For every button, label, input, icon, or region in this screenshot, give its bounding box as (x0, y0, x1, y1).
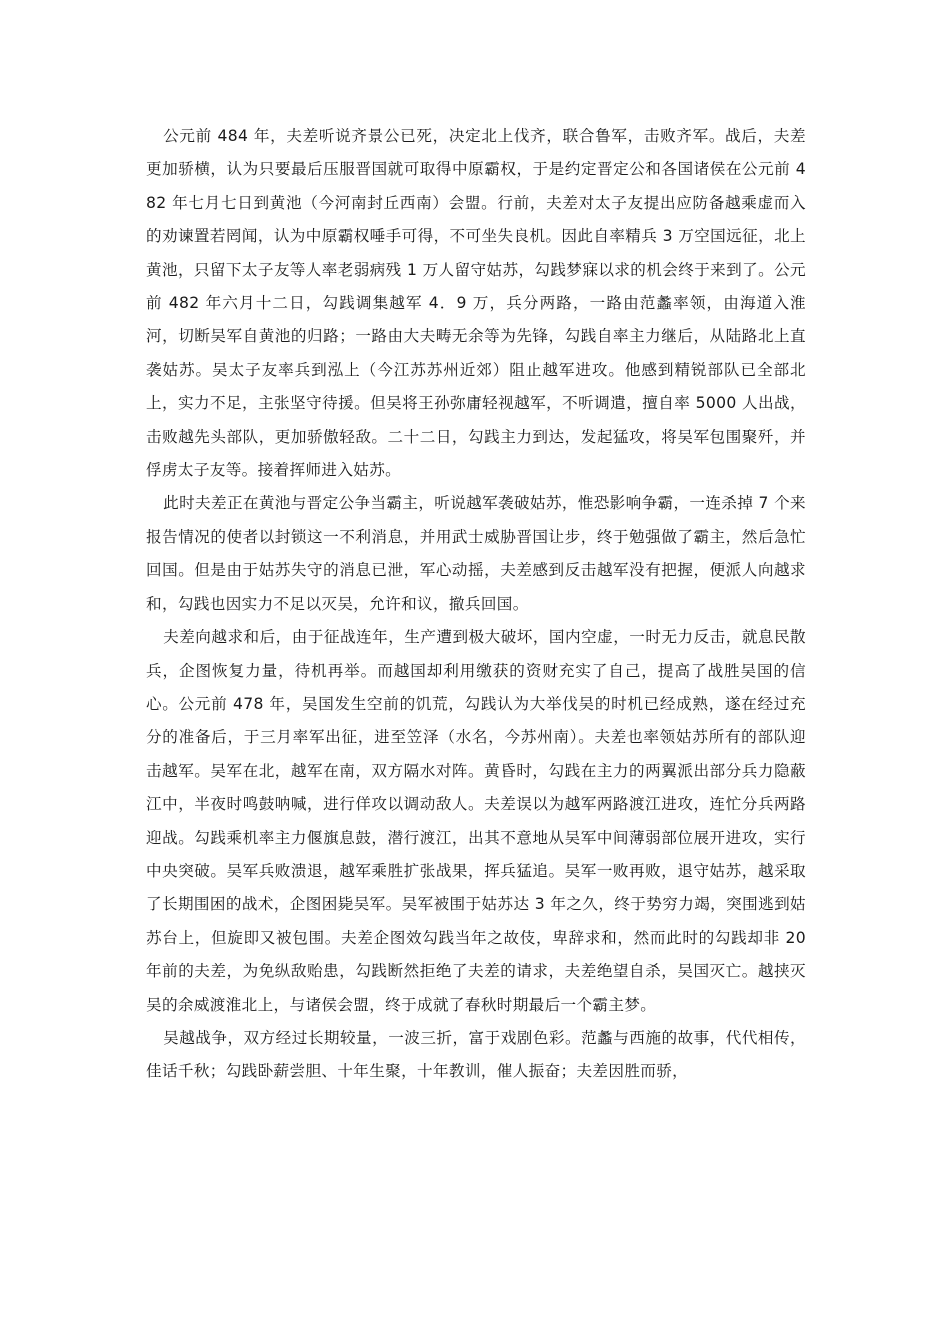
paragraph-fall-of-wu: 夫差向越求和后，由于征战连年，生产遭到极大破坏，国内空虚，一时无力反击，就息民散兵，企图恢复力量，待机再举。而越国却利用缴获的资财充实了自己，提高了战胜吴国的信心。公元前 478 年，吴国发生空前的饥荒，勾践认为大举伐吴的时机已经成熟，遂在经过充分的准备后，于三月率军出征，进至笠泽（水名，今苏州南）。夫差也率领姑苏所有的部队迎击越军。吴军在北，越军在南，双方隔水对阵。黄昏时，勾践在主力的两翼派出部分兵力隐蔽江中，半夜时鸣鼓呐喊，进行佯攻以调动敌人。夫差误以为越军两路渡江进攻，连忙分兵两路迎战。勾践乘机率主力偃旗息鼓，潜行渡江，出其不意地从吴军中间薄弱部位展开进攻，实行中央突破。吴军兵败溃退，越军乘胜扩张战果，挥兵猛追。吴军一败再败，退守姑苏，越采取了长期围困的战术，企图困毙吴军。吴军被围于姑苏达 3 年之久，终于势穷力竭，突围逃到姑苏台上，但旋即又被包围。夫差企图效勾践当年之故伎，卑辞求和，然而此时的勾践却非 20 年前的夫差，为免纵敌贻患，勾践断然拒绝了夫差的请求，夫差绝望自杀，吴国灭亡。越挟灭吴的余威渡淮北上，与诸侯会盟，终于成就了春秋时期最后一个霸主梦。 (146, 628, 806, 1014)
document-body (146, 120, 806, 1089)
paragraph-huangchi-campaign: 公元前 484 年，夫差听说齐景公已死，决定北上伐齐，联合鲁军，击败齐军。战后，夫差更加骄横，认为只要最后压服晋国就可取得中原霸权，于是约定晋定公和各国诸侯在公元前 482 年七月七日到黄池（今河南封丘西南）会盟。行前，夫差对太子友提出应防备越乘虚而入的劝谏置若罔闻，认为中原霸权唾手可得，不可坐失良机。因此自率精兵 3 万空国远征，北上黄池，只留下太子友等人率老弱病残 1 万人留守姑苏，勾践梦寐以求的机会终于来到了。公元前 482 年六月十二日，勾践调集越军 4．9 万，兵分两路，一路由范蠡率领，由海道入淮河，切断吴军自黄池的归路；一路由大夫畴无余等为先锋，勾践自率主力继后，从陆路北上直袭姑苏。吴太子友率兵到泓上（今江苏苏州近郊）阻止越军进攻。他感到精锐部队已全部北上，实力不足，主张坚守待援。但吴将王孙弥庸轻视越军，不听调遣，擅自率 5000 人出战，击败越先头部队，更加骄傲轻敌。二十二日，勾践主力到达，发起猛攻，将吴军包围聚歼，并俘虏太子友等。接着挥师进入姑苏。 (146, 127, 806, 480)
paragraph-wu-yue-war-summary: 吴越战争，双方经过长期较量，一波三折，富于戏剧色彩。范蠡与西施的故事，代代相传，佳话千秋；勾践卧薪尝胆、十年生聚，十年教训，催人振奋；夫差因胜而骄， (146, 1028, 806, 1081)
paragraph-fuchai-hegemony: 此时夫差正在黄池与晋定公争当霸主，听说越军袭破姑苏，惟恐影响争霸，一连杀掉 7 个来报告情况的使者以封锁这一不利消息，并用武士威胁晋国让步，终于勉强做了霸主，然后急忙回国。但是由于姑苏失守的消息已泄，军心动摇，夫差感到反击越军没有把握，便派人向越求和，勾践也因实力不足以灭吴，允许和议，撤兵回国。 (146, 494, 806, 613)
